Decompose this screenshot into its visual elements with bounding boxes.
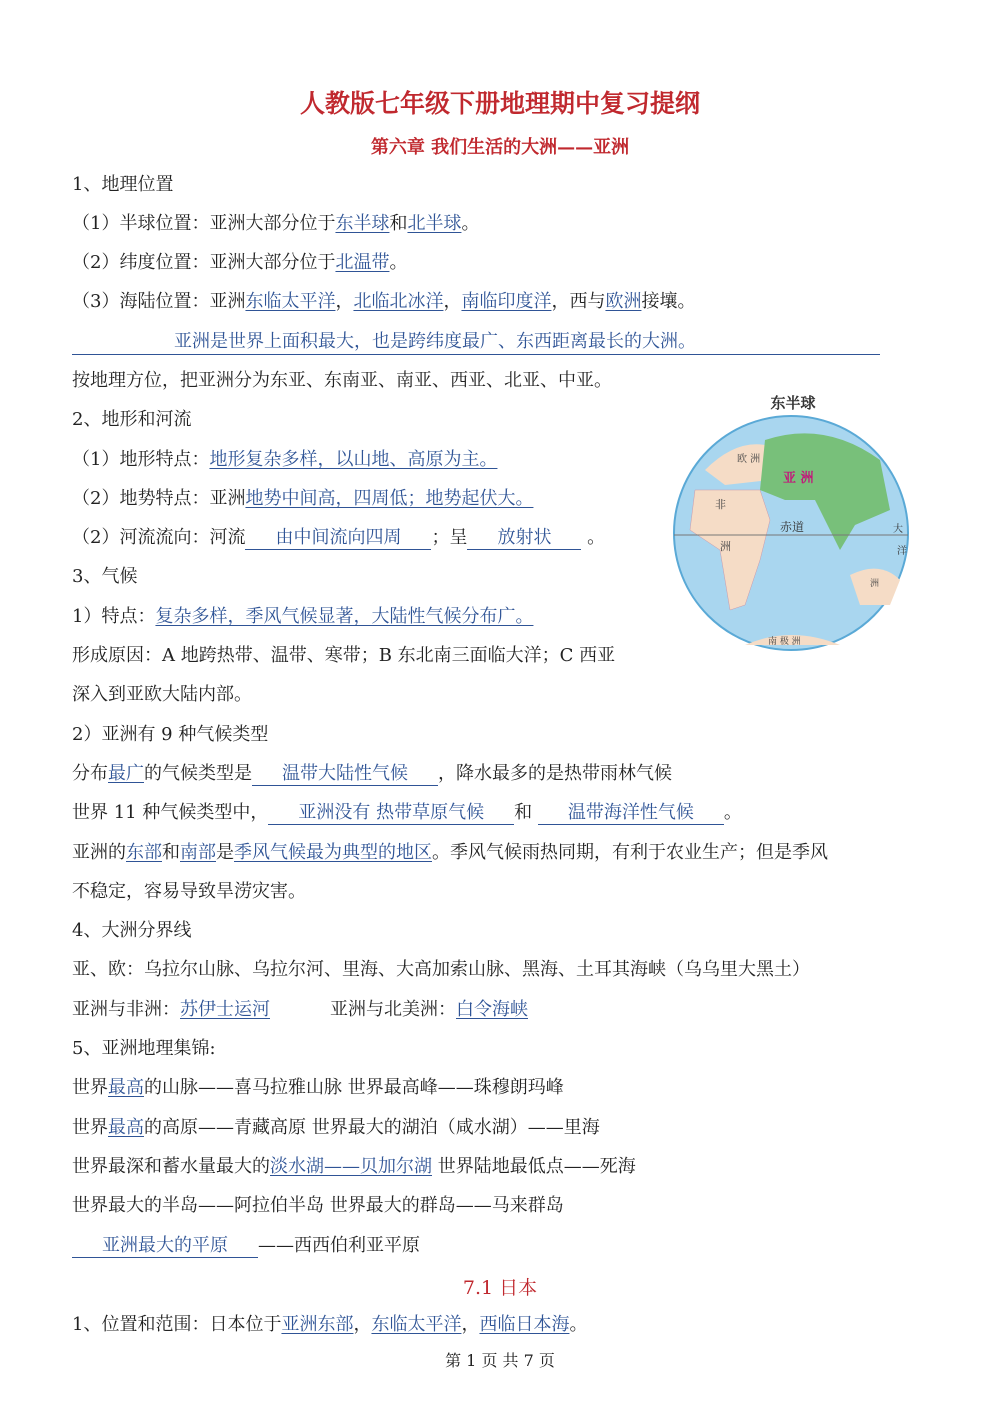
line-text: ，西与	[551, 291, 606, 312]
line-text: 亚、欧：乌拉尔山脉、乌拉尔河、里海、大高加索山脉、黑海、土耳其海峡（乌乌里大黑土）	[72, 959, 810, 980]
line-text: 。	[389, 252, 408, 273]
line-text: 1、位置和范围：日本位于	[72, 1314, 282, 1335]
label-africa-1: 非	[715, 498, 726, 511]
answer-text: 东半球	[335, 213, 390, 234]
text-line	[72, 801, 742, 825]
text-line	[72, 919, 191, 943]
label-asia: 亚 洲	[783, 471, 814, 486]
answer-text: 复杂多样，季风气候显著，大陆性气候分布广。	[155, 606, 534, 627]
label-equator: 赤道	[780, 520, 805, 534]
eastern-hemisphere-map	[665, 390, 920, 652]
answer-text: 地形复杂多样，以山地、高原为主。	[209, 449, 498, 470]
text-line	[72, 487, 533, 511]
answer-text: 季风气候最为典型的地区	[234, 842, 432, 863]
line-text: ，	[461, 1314, 480, 1335]
line-text: 按地理方位，把亚洲分为东亚、东南亚、南亚、西亚、北亚、中亚。	[72, 370, 612, 391]
text-line	[72, 958, 810, 982]
text-line	[72, 605, 533, 629]
answer-text: 温带大陆性气候	[252, 763, 438, 786]
line-text: 的气候类型是	[144, 763, 252, 784]
line-text: （1）半球位置：亚洲大部分位于	[72, 213, 336, 234]
answer-text: 最广	[108, 763, 144, 784]
line-text: 接壤。	[641, 291, 696, 312]
line-text: 世界最大的半岛——阿拉伯半岛 世界最大的群岛——马来群岛	[72, 1195, 564, 1216]
line-text: 1、地理位置	[72, 174, 174, 195]
line-text: 。	[723, 802, 742, 823]
answer-text: 欧洲	[605, 291, 642, 312]
line-text: 4、大洲分界线	[72, 920, 192, 941]
text-line	[72, 1076, 564, 1100]
line-text: 的高原——青藏高原 世界最大的湖泊（咸水湖）——里海	[144, 1117, 600, 1138]
text-line	[72, 1116, 600, 1140]
line-text: 。季风气候雨热同期，有利于农业生产；但是季风	[432, 842, 828, 863]
answer-text: 亚洲东部	[281, 1314, 354, 1335]
text-line	[72, 565, 137, 589]
line-text: 的山脉——喜马拉雅山脉 世界最高峰——珠穆朗玛峰	[144, 1077, 564, 1098]
line-text: （2）地势特点：亚洲	[72, 488, 246, 509]
answer-text: 温带海洋性气候	[538, 802, 724, 825]
line-text: 2）亚洲有 9 种气候类型	[72, 724, 269, 745]
text-line	[72, 448, 497, 472]
answer-text: 西临日本海	[479, 1314, 570, 1335]
text-line	[72, 880, 306, 904]
label-africa-2: 洲	[720, 540, 731, 553]
text-line	[72, 526, 605, 550]
answer-text: 白令海峡	[456, 999, 528, 1020]
line-text: 。	[581, 527, 606, 548]
answer-text: 东临太平洋	[371, 1314, 462, 1335]
text-line	[72, 998, 528, 1022]
map-title: 东半球	[770, 394, 816, 412]
text-line	[72, 1313, 587, 1337]
label-oceania-3: 洲	[870, 579, 880, 589]
text-line	[72, 330, 880, 355]
text-line	[72, 683, 252, 707]
line-text: （2）河流流向：河流	[72, 527, 246, 548]
answer-text: 地势中间高，四周低；地势起伏大。	[245, 488, 534, 509]
line-text: （2）纬度位置：亚洲大部分位于	[72, 252, 336, 273]
line-text: 5、亚洲地理集锦:	[72, 1038, 216, 1059]
line-text: 。	[461, 213, 480, 234]
text-line	[72, 251, 407, 275]
answer-text: 北临北冰洋	[353, 291, 444, 312]
label-oceania-1: 大	[893, 524, 903, 535]
text-line	[72, 723, 268, 747]
line-text: （3）海陆位置：亚洲	[72, 291, 246, 312]
line-text: 世界	[72, 1117, 108, 1138]
text-line	[72, 1194, 564, 1218]
chapter-title: 第六章 我们生活的大洲——亚洲	[370, 137, 630, 158]
line-text: 世界 11 种气候类型中，	[72, 802, 269, 823]
answer-text: 苏伊士运河	[180, 999, 270, 1020]
line-text: 和	[162, 842, 180, 863]
line-text: ，	[443, 291, 462, 312]
line-text: 分布	[72, 763, 108, 784]
line-text: 深入到亚欧大陆内部。	[72, 684, 252, 705]
answer-text: 南临印度洋	[461, 291, 552, 312]
answer-text: 南部	[180, 842, 216, 863]
text-line	[72, 1155, 636, 1179]
line-text: 是	[216, 842, 234, 863]
line-text: 世界	[72, 1077, 108, 1098]
text-line	[72, 408, 191, 432]
label-europe: 欧 洲	[737, 454, 761, 465]
line-text: ，	[335, 291, 354, 312]
answer-text: 由中间流向四周	[245, 527, 431, 550]
label-oceania-2: 洋	[897, 546, 907, 557]
label-antarctica: 南 极 洲	[768, 637, 801, 647]
page-footer: 第 1 页 共 7 页	[445, 1351, 555, 1370]
line-text: 世界最深和蓄水量最大的	[72, 1156, 270, 1177]
text-line	[72, 212, 479, 236]
line-text: 亚洲的	[72, 842, 126, 863]
answer-text: 最高	[108, 1077, 144, 1098]
line-text: 1）特点：	[72, 606, 156, 627]
answer-text: 放射状	[467, 527, 581, 550]
line-text: 。	[569, 1314, 588, 1335]
text-line	[72, 369, 612, 393]
answer-text: 淡水湖——贝加尔湖	[270, 1156, 432, 1177]
line-text: 世界陆地最低点——死海	[432, 1156, 636, 1177]
line-text: 和	[514, 802, 538, 823]
text-line	[72, 173, 173, 197]
line-text: 2、地形和河流	[72, 409, 192, 430]
line-text: 亚洲与非洲：	[72, 999, 180, 1020]
answer-text: 东部	[126, 842, 162, 863]
answer-text: 北温带	[335, 252, 390, 273]
answer-text: 亚洲最大的平原	[72, 1235, 258, 1258]
page-title: 人教版七年级下册地理期中复习提纲	[299, 89, 700, 118]
line-text: 3、气候	[72, 566, 138, 587]
answer-text: 东临太平洋	[245, 291, 336, 312]
line-text: 不稳定，容易导致旱涝灾害。	[72, 881, 306, 902]
answer-text: 最高	[108, 1117, 144, 1138]
text-line	[72, 290, 695, 314]
answer-text: 亚洲是世界上面积最大，也是跨纬度最广、东西距离最长的大洲。	[72, 330, 880, 355]
text-line	[72, 1234, 420, 1258]
text-line	[72, 1037, 216, 1061]
line-text: 亚洲与北美洲：	[330, 999, 456, 1020]
text-line	[72, 644, 615, 668]
line-text: ，降水最多的是热带雨林气候	[438, 763, 672, 784]
line-text: 形成原因：A 地跨热带、温带、寒带；B 东北南三面临大洋；C 西亚	[72, 645, 616, 666]
answer-text: 北半球	[407, 213, 462, 234]
text-line	[72, 762, 672, 786]
answer-text: 亚洲没有 热带草原气候	[268, 802, 514, 825]
line-text: 和	[389, 213, 408, 234]
text-line	[72, 841, 828, 865]
section-heading: 7.1 日本	[462, 1277, 538, 1299]
line-text: ，	[353, 1314, 372, 1335]
line-text: ——西西伯利亚平原	[258, 1235, 420, 1256]
line-text: ；呈	[431, 527, 468, 548]
line-text: （1）地形特点：	[72, 449, 210, 470]
